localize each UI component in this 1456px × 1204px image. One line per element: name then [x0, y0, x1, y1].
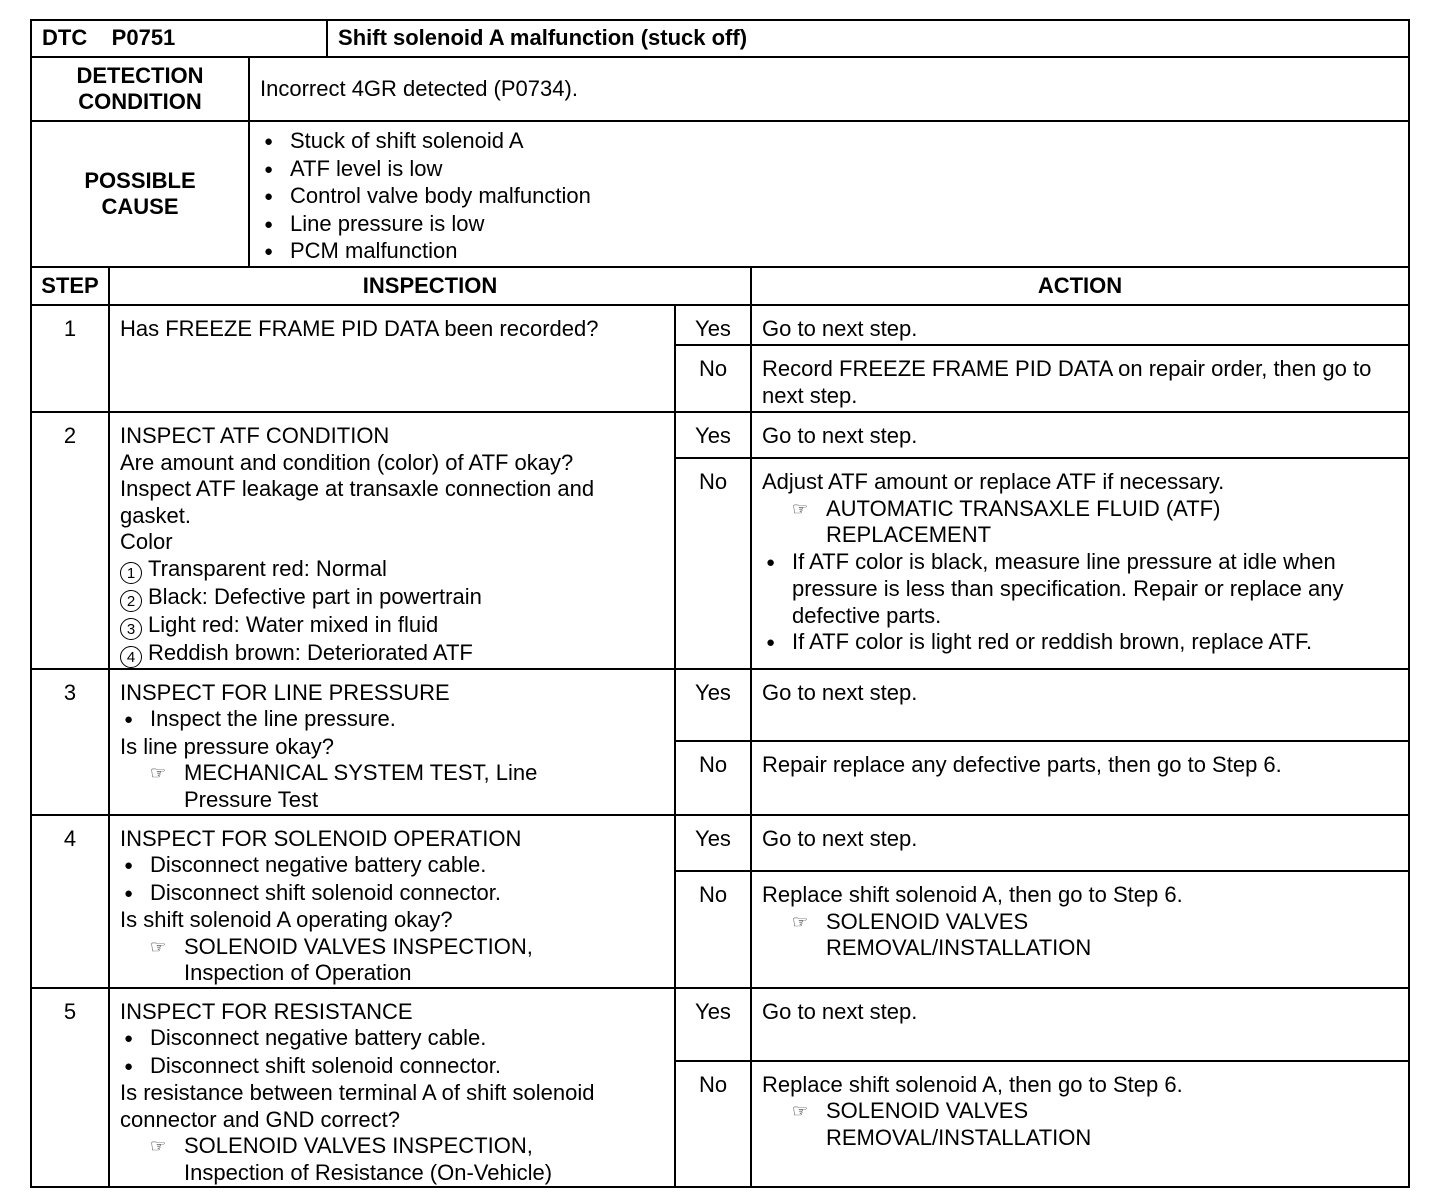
- step-number: 5: [31, 988, 109, 1188]
- no-label: No: [675, 345, 751, 412]
- color-text: Transparent red: Normal: [148, 555, 387, 581]
- pointing-hand-icon: ☞: [792, 498, 809, 519]
- step-inspection: [109, 988, 675, 1188]
- color-text: Black: Defective part in powertrain: [148, 583, 482, 609]
- yes-action: Go to next step.: [751, 815, 1409, 872]
- step-inspection: [109, 669, 675, 815]
- bullet-item: ● Disconnect shift solenoid connector.: [120, 880, 664, 908]
- circled-number: 2: [120, 590, 142, 612]
- yes-action: Go to next step.: [751, 305, 1409, 345]
- detection-text: Incorrect 4GR detected (P0734).: [249, 57, 1409, 121]
- cause-item: ● Line pressure is low: [260, 211, 1398, 239]
- step-number: 1: [31, 305, 109, 412]
- inspection-bullets: [120, 852, 664, 907]
- no-action-cell: [751, 1061, 1409, 1187]
- reference-text[interactable]: AUTOMATIC TRANSAXLE FLUID (ATF) REPLACEMENT: [826, 495, 1221, 548]
- cause-item: ● ATF level is low: [260, 156, 1398, 184]
- detection-label-line1: DETECTION: [76, 63, 204, 88]
- inspection-line: Inspect ATF leakage at transaxle connection and gasket.: [120, 476, 595, 528]
- step-number: 3: [31, 669, 109, 815]
- step-row: [31, 412, 1409, 458]
- bullet-item: ● Disconnect negative battery cable.: [120, 852, 664, 880]
- pointing-hand-icon: ☞: [150, 1136, 167, 1156]
- reference: [120, 934, 664, 987]
- reference: [762, 496, 1398, 549]
- cause-label: [31, 121, 249, 266]
- yes-action: Go to next step.: [751, 412, 1409, 458]
- step-title: INSPECT FOR RESISTANCE: [120, 998, 413, 1024]
- inspection-bullets: [120, 706, 664, 734]
- circled-number: 4: [120, 646, 142, 668]
- step-inspection: [109, 412, 675, 669]
- bullet-item: ● If ATF color is black, measure line pressure at idle when pressure is less than specification. Repair or replace any defective parts.: [762, 549, 1398, 630]
- dtc-header-table: [30, 19, 1410, 266]
- yes-label: Yes: [675, 815, 751, 872]
- step-title: INSPECT FOR LINE PRESSURE: [120, 679, 450, 705]
- no-label: No: [675, 1061, 751, 1187]
- reference: [120, 1133, 664, 1186]
- step-number: 2: [31, 412, 109, 669]
- no-action: Replace shift solenoid A, then go to Step 6.: [762, 882, 1183, 908]
- yes-label: Yes: [675, 305, 751, 345]
- pointing-hand-icon: ☞: [792, 1101, 809, 1122]
- yes-action: Go to next step.: [751, 988, 1409, 1061]
- no-label: No: [675, 741, 751, 815]
- inspection-question: Is line pressure okay?: [120, 733, 334, 759]
- dtc-code-cell: [31, 20, 327, 57]
- no-label: No: [675, 871, 751, 987]
- no-action: Record FREEZE FRAME PID DATA on repair order, then go to next step.: [751, 345, 1409, 412]
- inspection-question: Is shift solenoid A operating okay?: [120, 907, 453, 932]
- reference: [762, 1098, 1398, 1151]
- circled-number: 1: [120, 562, 142, 584]
- step-column-header: STEP: [31, 267, 109, 305]
- inspection-column-header: INSPECTION: [109, 267, 751, 305]
- no-action: Adjust ATF amount or replace ATF if necessary.: [762, 469, 1225, 495]
- inspection-question: Is resistance between terminal A of shift solenoid connector and GND correct?: [120, 1080, 595, 1132]
- action-column-header: ACTION: [751, 267, 1409, 305]
- reference-text[interactable]: SOLENOID VALVES INSPECTION, Inspection of Resistance (On-Vehicle): [184, 1133, 553, 1185]
- step-inspection: [109, 815, 675, 988]
- color-item: [120, 612, 664, 640]
- step-row: [31, 305, 1409, 345]
- reference: [120, 760, 664, 813]
- yes-action: Go to next step.: [751, 669, 1409, 741]
- step-row: [31, 988, 1409, 1061]
- cause-label-line2: CAUSE: [101, 193, 179, 219]
- cause-item: ● Control valve body malfunction: [260, 183, 1398, 211]
- color-item: [120, 640, 664, 668]
- reference-text[interactable]: SOLENOID VALVES INSPECTION, Inspection of Operation: [184, 933, 533, 985]
- pointing-hand-icon: ☞: [150, 763, 167, 783]
- no-action-cell: [751, 458, 1409, 668]
- cause-list: [260, 128, 1398, 266]
- step-inspection: Has FREEZE FRAME PID DATA been recorded?: [109, 305, 675, 412]
- inspection-steps-table: [30, 266, 1410, 1188]
- reference-text[interactable]: MECHANICAL SYSTEM TEST, Line Pressure Test: [184, 760, 538, 812]
- pointing-hand-icon: ☞: [792, 911, 809, 932]
- cause-item: ● Stuck of shift solenoid A: [260, 128, 1398, 156]
- no-label: No: [675, 458, 751, 668]
- yes-label: Yes: [675, 412, 751, 458]
- inspection-line: Color: [120, 529, 173, 554]
- no-action-bullets: [762, 549, 1398, 657]
- step-title: INSPECT ATF CONDITION: [120, 423, 390, 448]
- dtc-title-row: [31, 20, 1409, 57]
- bullet-item: ● Inspect the line pressure.: [120, 706, 664, 734]
- detection-label: [31, 57, 249, 121]
- color-text: Light red: Water mixed in fluid: [148, 611, 439, 637]
- cause-label-line1: POSSIBLE: [84, 167, 196, 193]
- inspection-line: Are amount and condition (color) of ATF okay?: [120, 449, 574, 475]
- column-header-row: [31, 267, 1409, 305]
- bullet-item: ● Disconnect shift solenoid connector.: [120, 1053, 664, 1081]
- bullet-item: ● Disconnect negative battery cable.: [120, 1025, 664, 1053]
- step-number: 4: [31, 815, 109, 988]
- color-item: [120, 556, 664, 584]
- color-text: Reddish brown: Deteriorated ATF: [148, 639, 473, 665]
- dtc-title: Shift solenoid A malfunction (stuck off): [327, 20, 1409, 57]
- cause-row: [31, 121, 1409, 266]
- cause-list-cell: [249, 121, 1409, 266]
- step-row: [31, 669, 1409, 741]
- reference: [762, 909, 1398, 962]
- cause-item: ● PCM malfunction: [260, 238, 1398, 266]
- inspection-bullets: [120, 1025, 664, 1080]
- dtc-code: P0751: [111, 25, 176, 51]
- step-row: [31, 815, 1409, 872]
- circled-number: 3: [120, 618, 142, 640]
- pointing-hand-icon: ☞: [150, 936, 167, 957]
- yes-label: Yes: [675, 669, 751, 741]
- step-title: INSPECT FOR SOLENOID OPERATION: [120, 825, 522, 851]
- bullet-item: ● If ATF color is light red or reddish brown, replace ATF.: [762, 629, 1398, 657]
- color-item: [120, 584, 664, 612]
- reference-text[interactable]: SOLENOID VALVES REMOVAL/INSTALLATION: [826, 908, 1092, 961]
- yes-label: Yes: [675, 988, 751, 1061]
- dtc-label: DTC: [42, 25, 88, 51]
- reference-text[interactable]: SOLENOID VALVES REMOVAL/INSTALLATION: [826, 1098, 1092, 1150]
- no-action: Replace shift solenoid A, then go to Step 6.: [762, 1071, 1183, 1097]
- detection-row: [31, 57, 1409, 121]
- detection-label-line2: CONDITION: [78, 89, 202, 114]
- no-action-cell: [751, 871, 1409, 987]
- no-action: Repair replace any defective parts, then go to Step 6.: [751, 741, 1409, 815]
